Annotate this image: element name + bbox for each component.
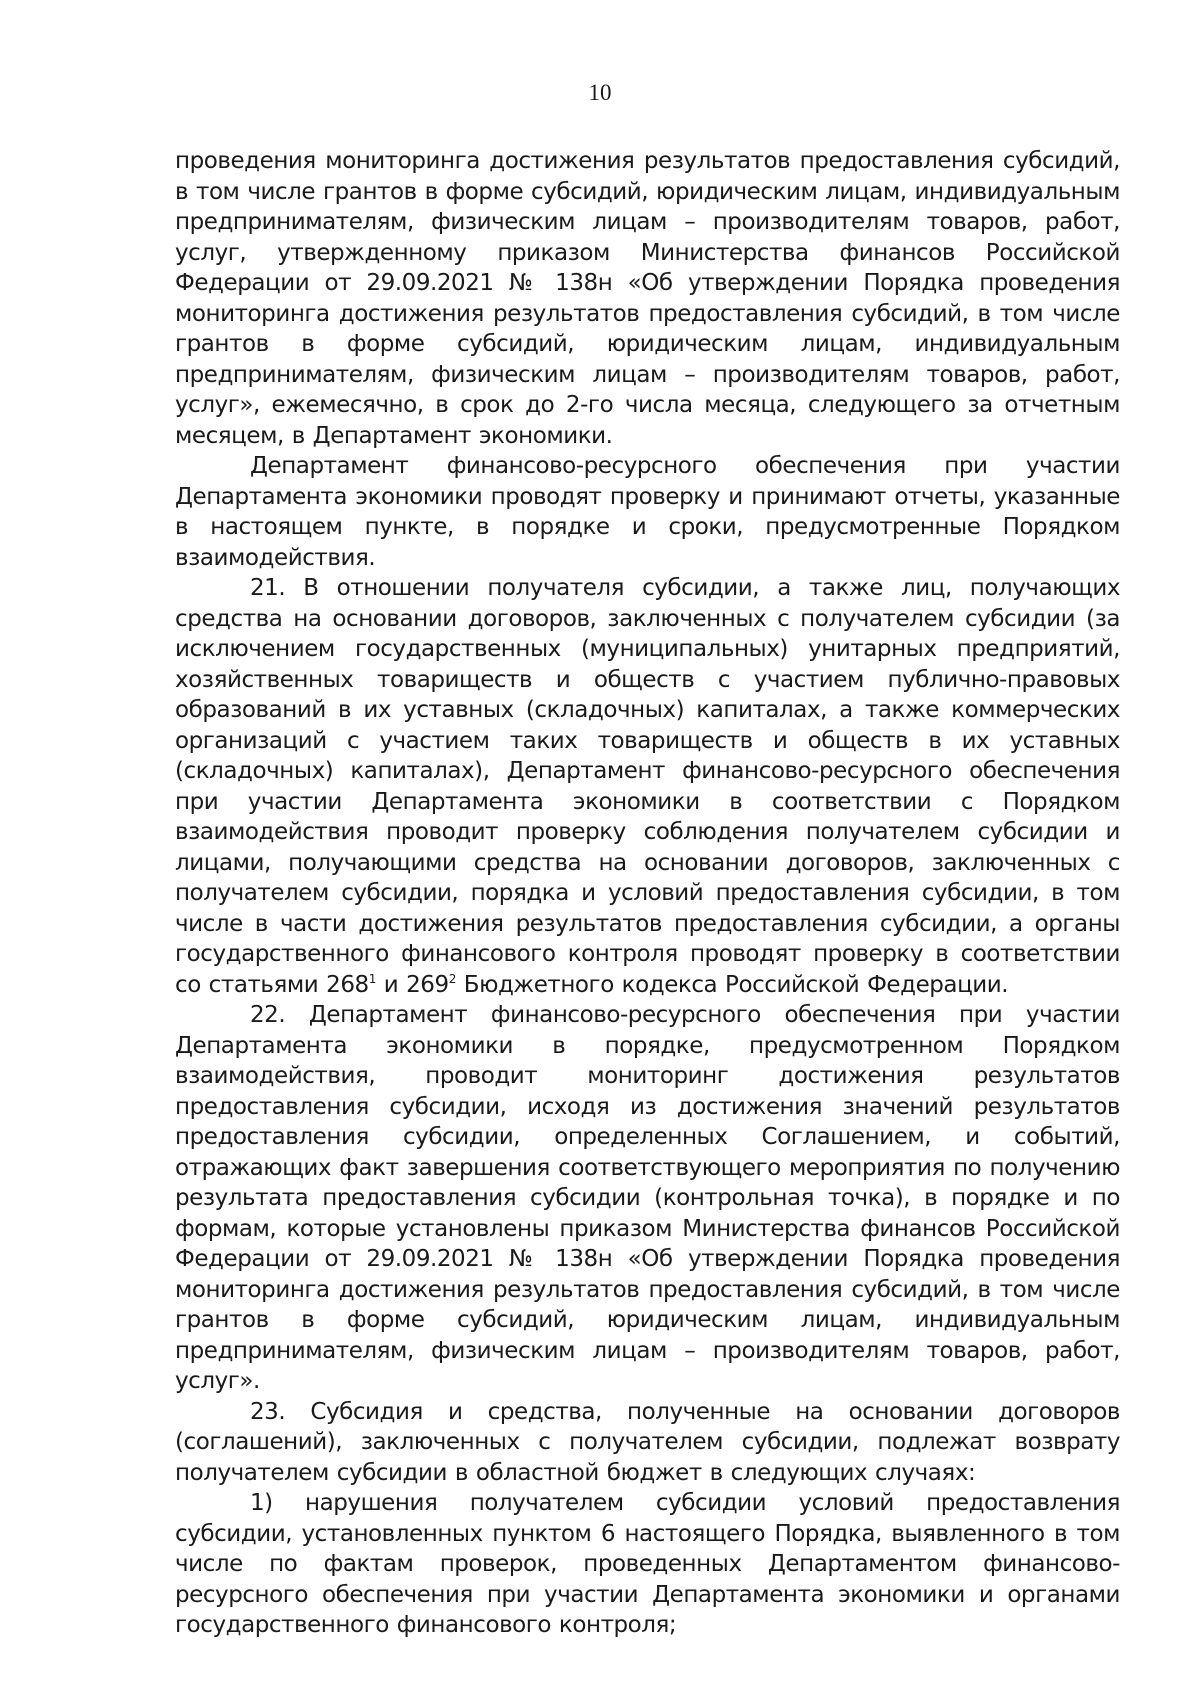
paragraph-23: 23. Субсидия и средства, полученные на основании договоров (соглашений), заключенных с получателем субсидии, подлежат возврату получателем субсидии в областной бюджет в следующих случаях: xyxy=(175,1398,1120,1486)
paragraph-21-text-c: Бюджетного кодекса Российской Федерации. xyxy=(455,971,1009,998)
document-body xyxy=(175,146,1120,1641)
paragraph-continuation: проведения мониторинга достижения результатов предоставления субсидий, в том числе грантов в форме субсидий, юридическим лицам, индивидуальным предпринимателям, физическим лицам – производителям товаров, работ, услуг, утвержденному приказом Министерства финансов Российской Федерации от 29.09.2021 № 138н «Об утверждении Порядка проведения мониторинга достижения результатов предоставления субсидий, в том числе грантов в форме субсидий, юридическим лицам, индивидуальным предпринимателям, физическим лицам – производителям товаров, работ, услуг», ежемесячно, в срок до 2-го числа месяца, следующего за отчетным месяцем, в Департамент экономики. xyxy=(175,148,1120,449)
paragraph-21-text-b: и 269 xyxy=(375,971,449,998)
list-item-1: 1) нарушения получателем субсидии условий предоставления субсидии, установленных пунктом 6 настоящего Порядка, выявленного в том числе по фактам проверок, проведенных Департаментом финансово-ресурсного обеспечения при участии Департамента экономики и органами государственного финансового контроля; xyxy=(175,1490,1120,1638)
paragraph-21-text-a: 21. В отношении получателя субсидии, а также лиц, получающих средства на основании договоров, заключенных с получателем субсидии (за исключением государственных (муниципальных) унитарных предприятий, хозяйственных товариществ и обществ с участием публично-правовых образований в их уставных (складочных) капиталах, а также коммерческих организаций с участием таких товариществ и обществ в их уставных (складочных) капиталах), Департамент финансово-ресурсного обеспечения при участии Департамента экономики в соответствии с Порядком взаимодействия проводит проверку соблюдения получателем субсидии и лицами, получающими средства на основании договоров, заключенных с получателем субсидии, порядка и условий предоставления субсидии, в том числе в части достижения результатов предоставления субсидии, а органы государственного финансового контроля проводят проверку в соответствии со статьями 268 xyxy=(175,575,1120,998)
paragraph-report-check: Департамент финансово-ресурсного обеспечения при участии Департамента экономики проводят проверку и принимают отчеты, указанные в настоящем пункте, в порядке и сроки, предусмотренные Порядком взаимодействия. xyxy=(175,453,1120,571)
paragraph-22: 22. Департамент финансово-ресурсного обеспечения при участии Департамента экономики в порядке, предусмотренном Порядком взаимодействия, проводит мониторинг достижения результатов предоставления субсидии, исходя из достижения значений результатов предоставления субсидии, определенных Соглашением, и событий, отражающих факт завершения соответствующего мероприятия по получению результата предоставления субсидии (контрольная точка), в порядке и по формам, которые установлены приказом Министерства финансов Российской Федерации от 29.09.2021 № 138н «Об утверждении Порядка проведения мониторинга достижения результатов предоставления субсидий, в том числе грантов в форме субсидий, юридическим лицам, индивидуальным предпринимателям, физическим лицам – производителям товаров, работ, услуг». xyxy=(175,1002,1120,1394)
page-number: 10 xyxy=(588,80,612,105)
footnote-mark-269: 2 xyxy=(448,971,456,986)
paragraph-21 xyxy=(175,573,1120,1000)
footnote-mark-268: 1 xyxy=(368,971,376,986)
